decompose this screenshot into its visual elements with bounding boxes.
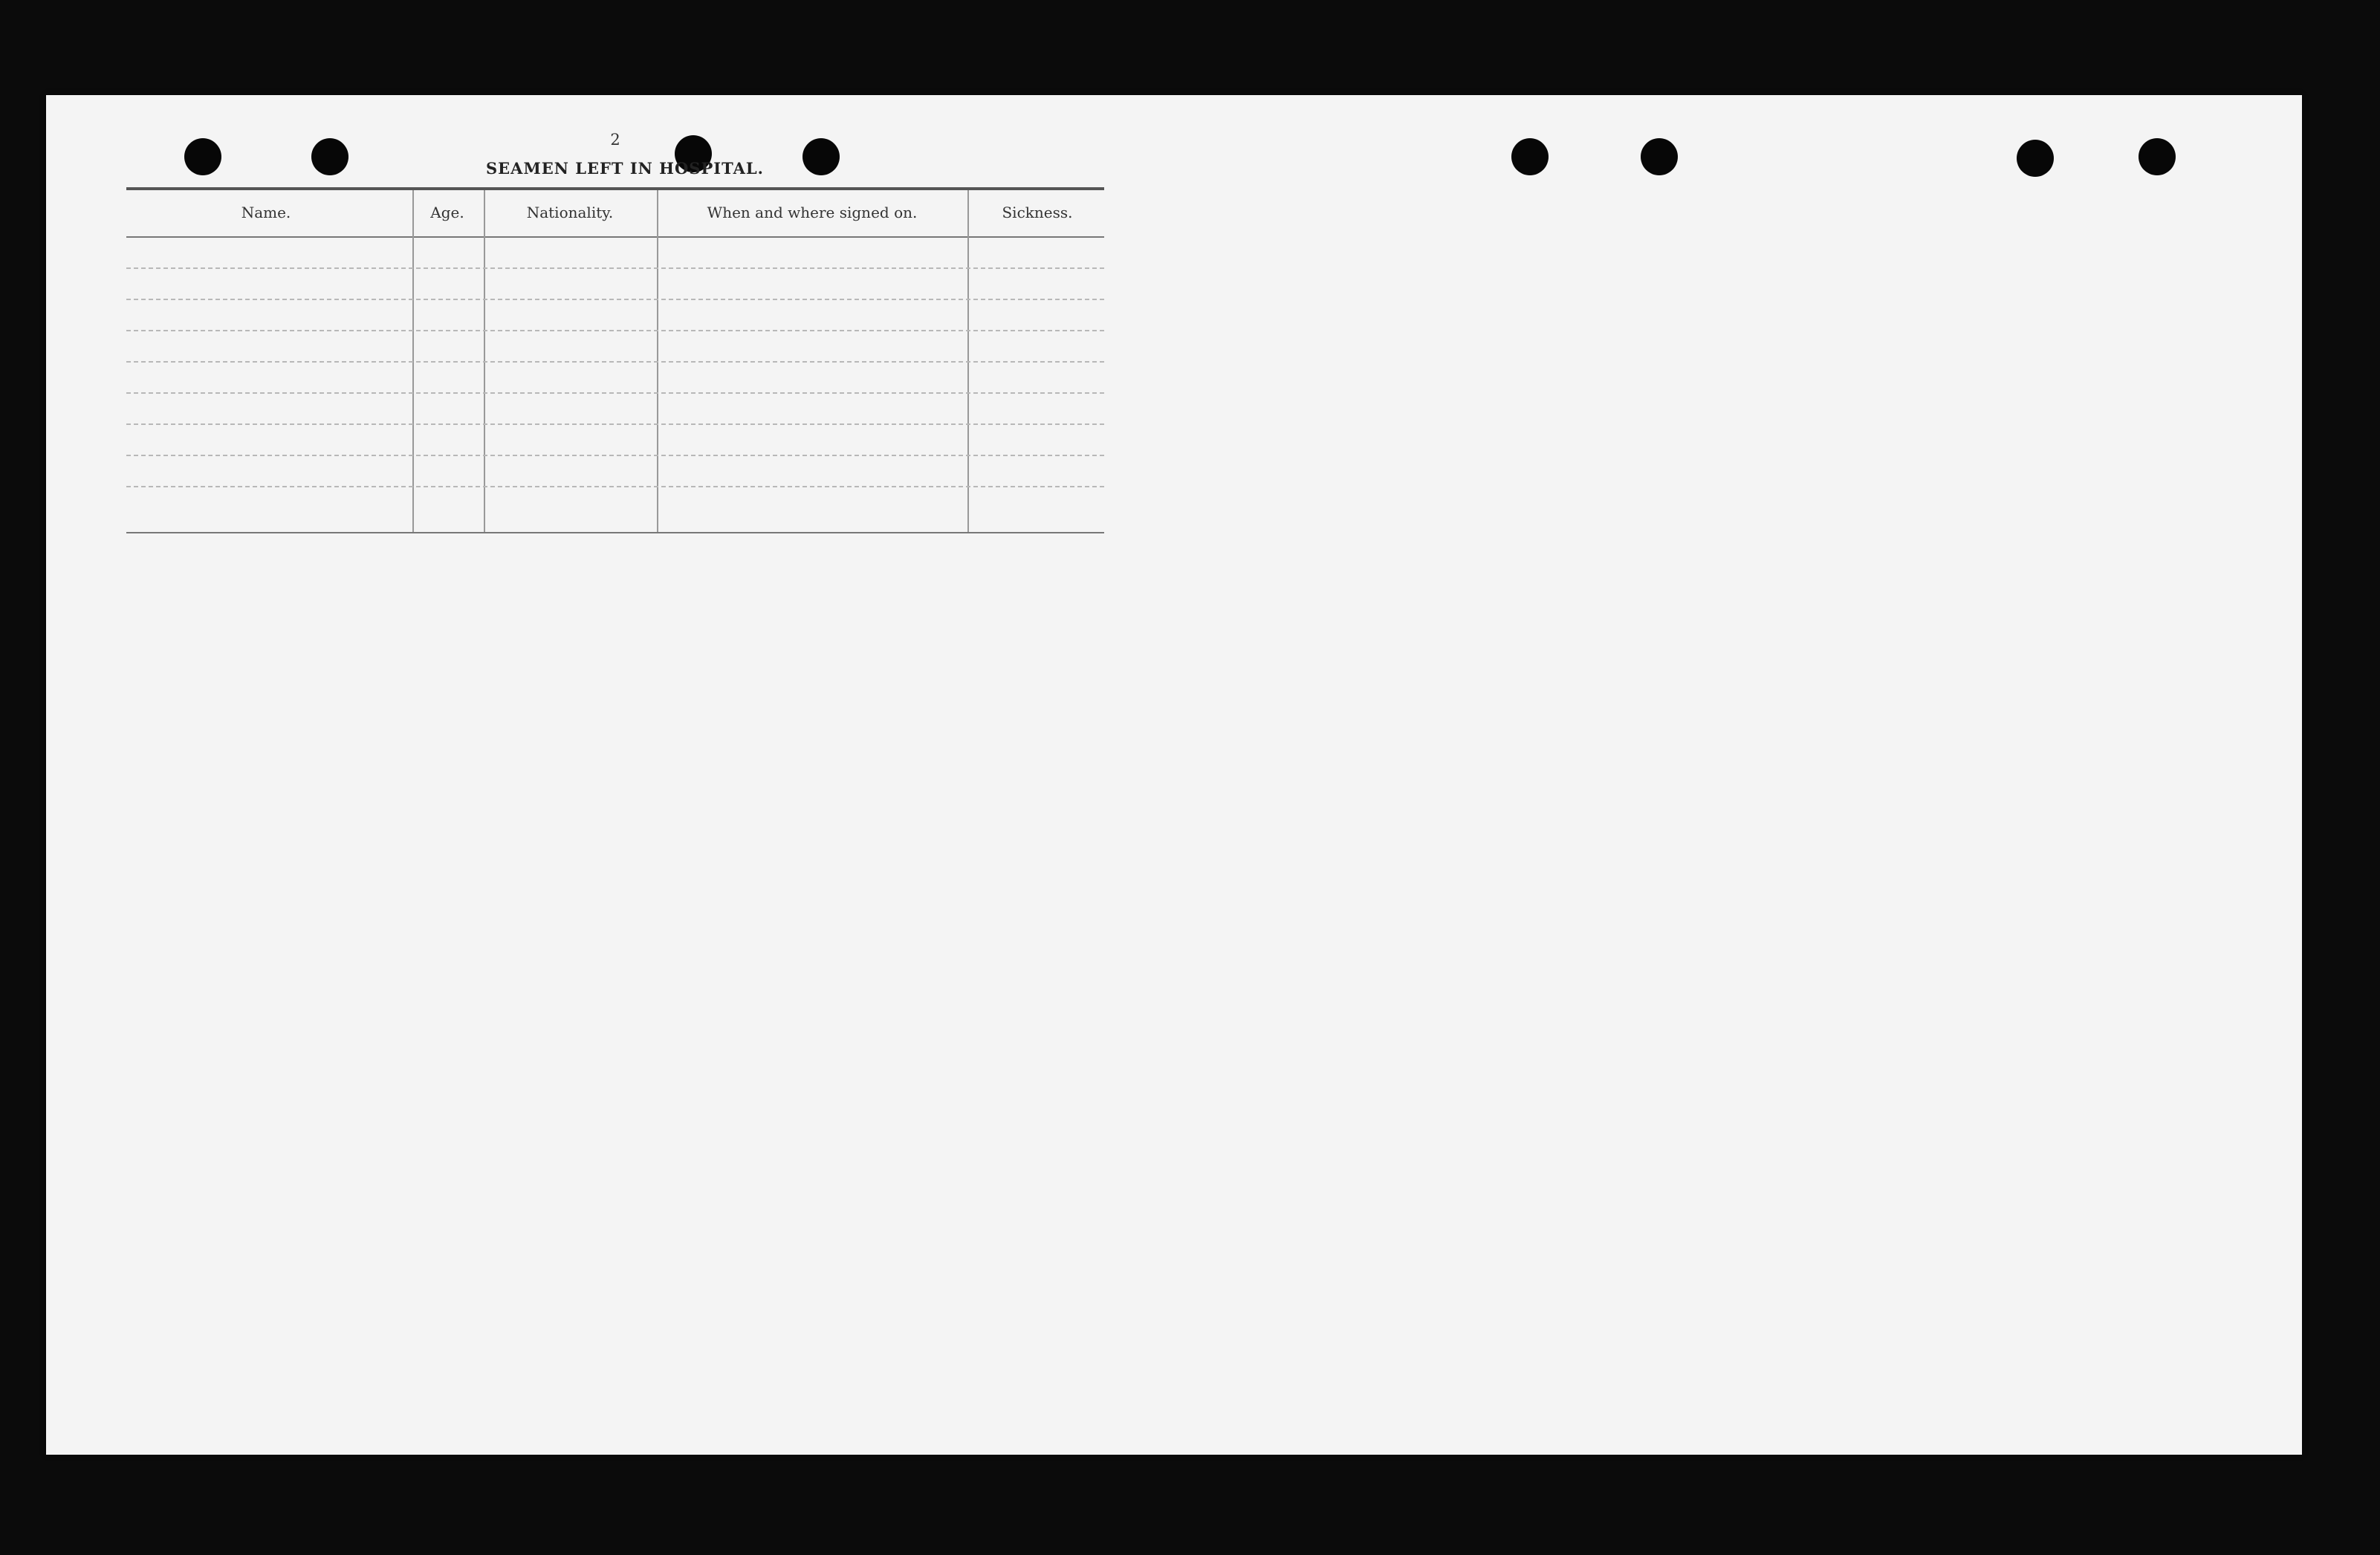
ledger-sheet [46, 95, 2302, 1455]
row-line [126, 267, 1104, 269]
row-line [126, 423, 1104, 425]
punch-hole [2017, 140, 2054, 177]
row-line [126, 330, 1104, 331]
rule [126, 532, 1104, 533]
col-header-name: Name. [241, 204, 291, 221]
punch-hole [2139, 138, 2176, 175]
punch-hole [802, 138, 840, 175]
col-header-sickness: Sickness. [1002, 204, 1073, 221]
col-header-signed-on: When and where signed on. [707, 204, 918, 221]
hospital-section-title: SEAMEN LEFT IN HOSPITAL. [486, 159, 764, 178]
row-line [126, 299, 1104, 300]
punch-hole [1511, 138, 1549, 175]
row-line [126, 361, 1104, 363]
rule [126, 187, 1104, 190]
rule [126, 236, 1104, 238]
page-number-left: 2 [610, 131, 620, 149]
col-header-nationality: Nationality. [526, 204, 614, 221]
punch-hole [311, 138, 348, 175]
punch-hole [184, 138, 221, 175]
row-line [126, 392, 1104, 394]
row-line [126, 486, 1104, 487]
col-header-age: Age. [430, 204, 464, 221]
punch-hole [1641, 138, 1678, 175]
row-line [126, 455, 1104, 456]
